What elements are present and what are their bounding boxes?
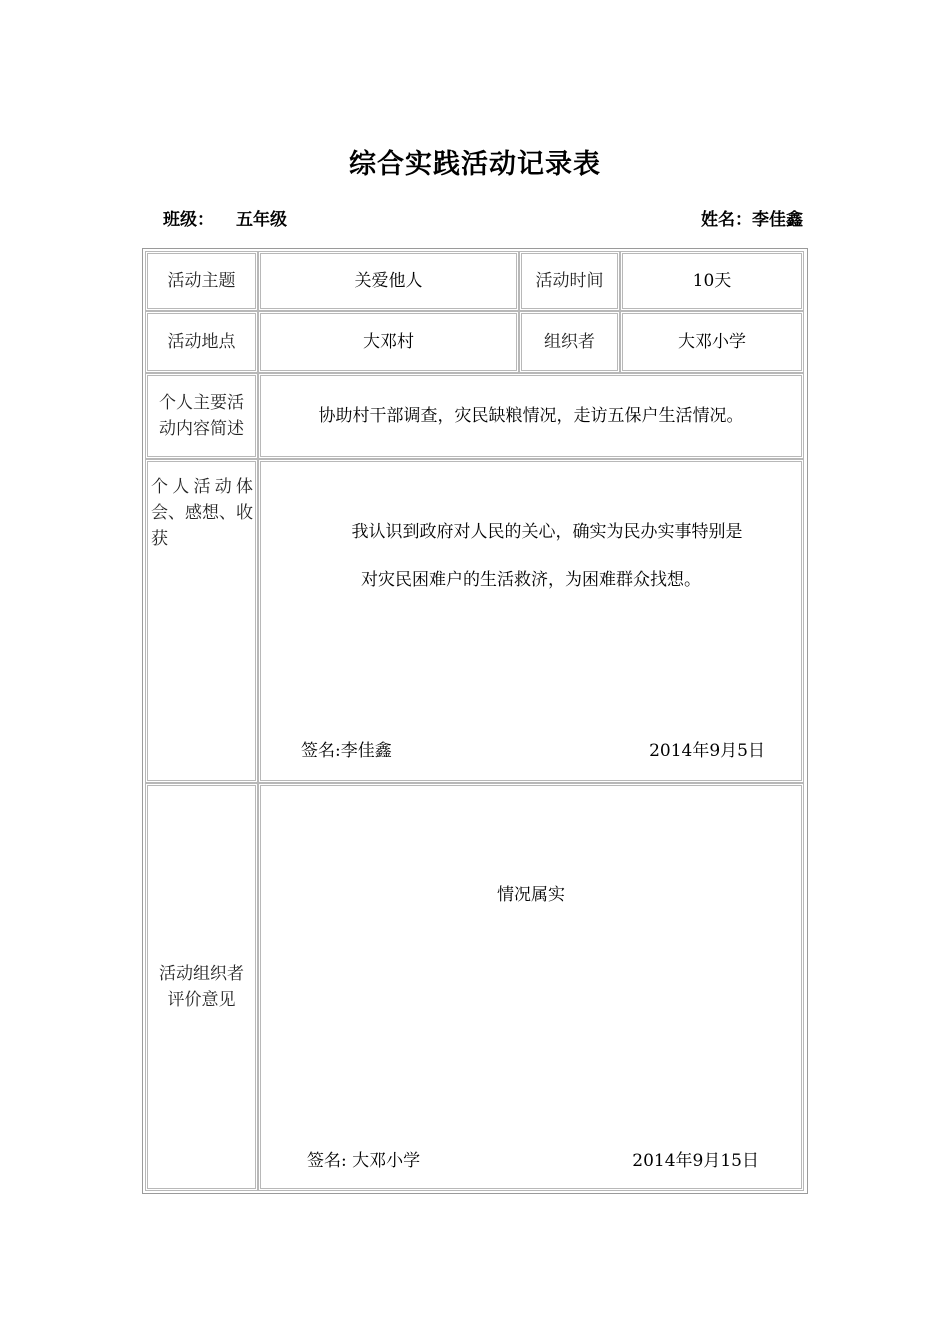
theme-label: 活动主题 <box>167 271 236 291</box>
place-value-cell <box>258 311 519 373</box>
organizer-value-cell <box>620 311 804 373</box>
place-value: 大邓村 <box>363 332 414 352</box>
name-label: 姓名： <box>701 210 752 230</box>
time-value: 10天 <box>692 271 732 291</box>
evaluation-sign-row <box>307 1148 759 1174</box>
evaluation-label-cell <box>145 783 258 1191</box>
content-label-cell <box>145 373 258 459</box>
reflection-line2: 对灾民困难户的生活救济，为困难群众找想。 <box>361 570 701 590</box>
organizer-label: 组织者 <box>544 332 595 352</box>
name-value: 李佳鑫 <box>752 210 803 230</box>
class-label: 班级： <box>163 210 214 230</box>
evaluation-date: 2014年9月15日 <box>632 1151 759 1171</box>
evaluation-value: 情况属实 <box>497 885 565 905</box>
evaluation-label-line2: 评价意见 <box>167 990 236 1010</box>
content-label-line1: 个人主要活 <box>159 393 244 413</box>
reflection-value-cell <box>258 459 804 783</box>
time-label: 活动时间 <box>535 271 604 291</box>
organizer-value: 大邓小学 <box>678 332 746 352</box>
record-form <box>142 248 808 1194</box>
page-title: 综合实践活动记录表 <box>349 149 601 180</box>
reflection-signature: 签名:李佳鑫 <box>301 741 392 761</box>
class-info <box>163 205 287 230</box>
content-label-line2: 动内容简述 <box>159 419 244 439</box>
evaluation-value-cell <box>258 783 804 1191</box>
time-label-cell <box>519 251 620 311</box>
content-value: 协助村干部调查，灾民缺粮情况，走访五保户生活情况。 <box>318 406 744 426</box>
place-label: 活动地点 <box>167 332 236 352</box>
reflection-line1: 我认识到政府对人民的关心，确实为民办实事特别是 <box>351 522 743 542</box>
content-value-cell <box>258 373 804 459</box>
reflection-date: 2014年9月5日 <box>649 741 765 761</box>
reflection-label-line3: 获 <box>151 529 168 549</box>
evaluation-label-line1: 活动组织者 <box>159 964 244 984</box>
reflection-label-line2: 会、感想、收 <box>151 503 253 523</box>
time-value-cell <box>620 251 804 311</box>
theme-value-cell <box>258 251 519 311</box>
reflection-sign-row <box>301 738 765 764</box>
place-label-cell <box>145 311 258 373</box>
theme-label-cell <box>145 251 258 311</box>
name-info <box>701 205 803 230</box>
reflection-label-cell <box>145 459 258 783</box>
reflection-label-line1: 个人活动体 <box>151 477 253 497</box>
evaluation-signature: 签名: 大邓小学 <box>307 1151 421 1171</box>
organizer-label-cell <box>519 311 620 373</box>
theme-value: 关爱他人 <box>354 271 423 291</box>
class-value: 五年级 <box>236 210 287 230</box>
